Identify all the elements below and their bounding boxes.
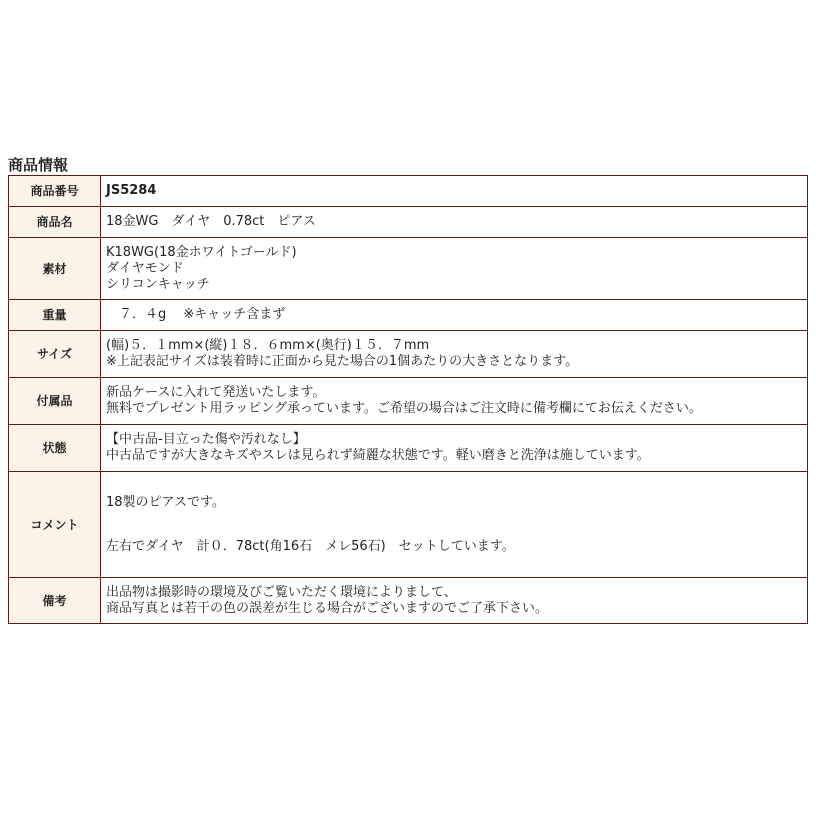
row-product-name (9, 207, 808, 238)
row-label: 状態 (9, 425, 101, 472)
row-value: 【中古品-目立った傷や汚れなし】 中古品ですが大きなキズやスレは見られず綺麗な状態です。軽い磨きと洗浄は施しています。 (101, 425, 808, 472)
row-size (9, 331, 808, 378)
row-product-number (9, 176, 808, 207)
row-value: ７．４g ※キャッチ含まず (101, 300, 808, 331)
row-material (9, 238, 808, 300)
row-label: サイズ (9, 331, 101, 378)
row-comment (9, 472, 808, 578)
row-weight (9, 300, 808, 331)
row-label: コメント (9, 472, 101, 578)
row-label: 素材 (9, 238, 101, 300)
section-title: 商品情報 (8, 156, 69, 174)
row-value: 新品ケースに入れて発送いたします。 無料でプレゼント用ラッピング承っています。ご希望の場合はご注文時に備考欄にてお伝えください。 (101, 378, 808, 425)
row-condition (9, 425, 808, 472)
row-value: 出品物は撮影時の環境及びご覧いただく環境によりまして、 商品写真とは若干の色の誤差が生じる場合がございますのでご了承下さい。 (101, 578, 808, 624)
row-label: 備考 (9, 578, 101, 624)
row-label: 重量 (9, 300, 101, 331)
row-value: (幅)５．１mm×(縦)１８．６mm×(奥行)１５．７mm ※上記表記サイズは装着時に正面から見た場合の1個あたりの大きさとなります。 (101, 331, 808, 378)
row-value: JS5284 (101, 176, 808, 207)
row-label: 付属品 (9, 378, 101, 425)
row-notes (9, 578, 808, 624)
row-accessories (9, 378, 808, 425)
row-value: K18WG(18金ホワイトゴールド) ダイヤモンド シリコンキャッチ (101, 238, 808, 300)
row-value: 18金WG ダイヤ 0.78ct ピアス (101, 207, 808, 238)
product-info-table (8, 175, 808, 624)
row-label: 商品名 (9, 207, 101, 238)
row-value: 18製のピアスです。 左右でダイヤ 計０．78ct(角16石 メレ56石) セットしています。 (101, 472, 808, 578)
row-label: 商品番号 (9, 176, 101, 207)
